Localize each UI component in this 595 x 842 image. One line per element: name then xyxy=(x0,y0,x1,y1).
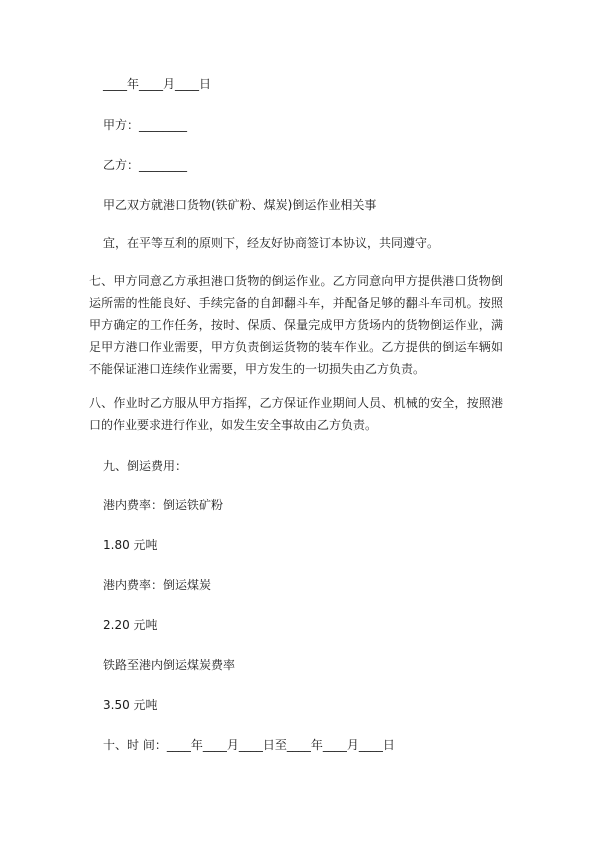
fee-1-value: 1.80 元吨 xyxy=(103,538,158,552)
fee-3-label: 铁路至港内倒运煤炭费率 xyxy=(103,658,236,672)
fee-2-value: 2.20 元吨 xyxy=(103,618,158,632)
fee-2-label: 港内费率：倒运煤炭 xyxy=(103,578,212,592)
fee-1-label: 港内费率：倒运铁矿粉 xyxy=(103,498,224,512)
clause-8-text: 八、作业时乙方服从甲方指挥，乙方保证作业期间人员、机械的安全，按照港口的作业要求进行作业，如发生安全事故由乙方负责。 xyxy=(89,396,503,432)
clause-7-text: 七、甲方同意乙方承担港口货物的倒运作业。乙方同意向甲方提供港口货物倒运所需的性能良好、手续完备的自卸翻斗车，并配备足够的翻斗车司机。按照甲方确定的工作任务，按时、保质、保量完成甲方货场内的货物倒运作业，满足甲方港口作业需要，甲方负责倒运货物的装车作业。乙方提供的倒运车辆如不能保证港口连续作业需要，甲方发生的一切损失由乙方负责。 xyxy=(89,274,503,376)
clause-7 xyxy=(89,270,503,380)
fee-3-value: 3.50 元吨 xyxy=(103,698,158,712)
clause-9-title: 九、倒运费用： xyxy=(103,459,188,473)
party-b-line: 乙方：________ xyxy=(103,158,188,172)
party-a-line: 甲方：________ xyxy=(103,118,188,132)
clause-10: 十、时 间：____年____月____日至____年____月____日 xyxy=(103,738,395,752)
intro-line-1: 甲乙双方就港口货物(铁矿粉、煤炭)倒运作业相关事 xyxy=(103,198,377,212)
intro-line-2: 宜，在平等互利的原则下，经友好协商签订本协议，共同遵守。 xyxy=(103,236,440,250)
clause-8 xyxy=(89,392,503,436)
date-line: ____年____月____日 xyxy=(103,77,212,91)
